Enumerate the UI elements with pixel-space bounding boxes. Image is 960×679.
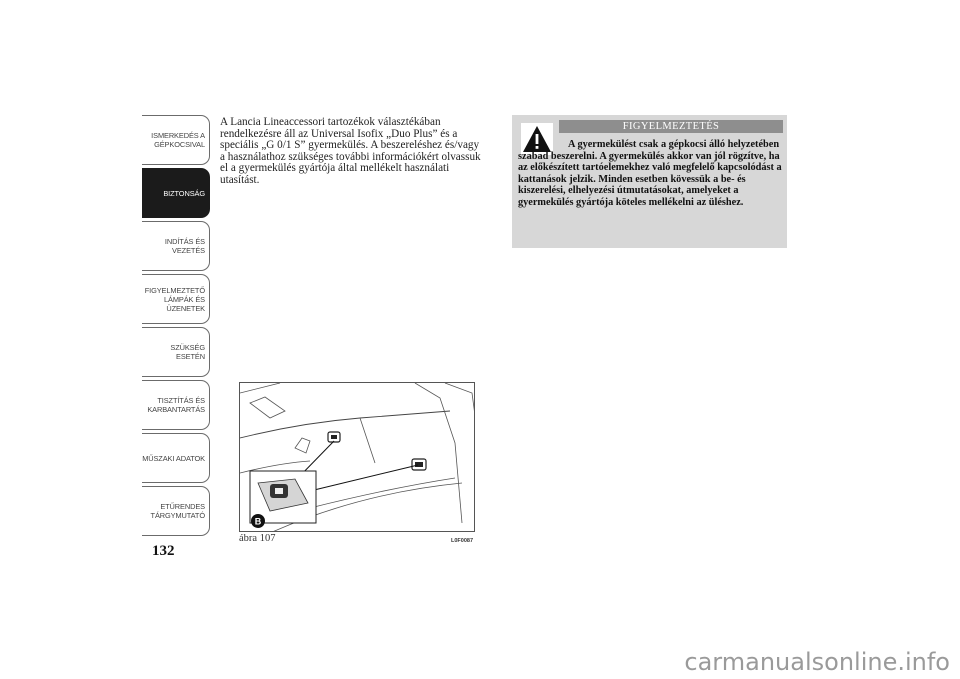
warning-text: A gyermekülést csak a gépkocsi álló helyzetében szabad beszerelni. A gyermekülés akkor van jól rögzítve, ha az előkészített tartóelemekhez való megfelelő kapcsolódást a kattanások jelzik. Minden esetben kövessük a be- és kiszerelési, elhelyezési útmutatásokat, amelyeket a gyermekülés gyártója köteles mellékelni az üléshez. <box>518 139 782 208</box>
watermark: carmanualsonline.info <box>684 648 950 676</box>
tab-muszaki-adatok[interactable]: MŰSZAKI ADATOK <box>142 433 210 483</box>
tab-biztonsag[interactable]: BIZTONSÁG <box>142 168 210 218</box>
figure-code: L0F0087 <box>451 538 474 544</box>
isofix-illustration <box>240 383 475 532</box>
tab-targymutato[interactable]: ETŰRENDES TÁRGYMUTATÓ <box>142 486 210 536</box>
figure-isofix-anchors <box>239 382 475 532</box>
tab-inditas[interactable]: INDÍTÁS ÉS VEZETÉS <box>142 221 210 271</box>
tab-figyelmezteto-lampak[interactable]: FIGYELMEZTETŐ LÁMPÁK ÉS ÜZENETEK <box>142 274 210 324</box>
body-paragraph: A Lancia Lineaccessori tartozékok választékában rendelkezésre áll az Universal Isofix „Duo Plus” és a speciális „G 0/1 S” gyermekülés. A beszereléshez és/vagy a használathoz szükséges további információkért olvassuk el a gyermekülés gyártója által mellékelt használati utasítást. <box>220 116 481 186</box>
figure-caption: ábra 107 <box>239 533 276 544</box>
warning-box <box>512 115 787 248</box>
warning-title: FIGYELMEZTETÉS <box>559 120 783 133</box>
tab-tisztitas[interactable]: TISZTÍTÁS ÉS KARBANTARTÁS <box>142 380 210 430</box>
tab-ismerkedes[interactable]: ISMERKEDÉS A GÉPKOCSIVAL <box>142 115 210 165</box>
tab-szukseg-eseten[interactable]: SZÜKSÉG ESETÉN <box>142 327 210 377</box>
page-number: 132 <box>152 543 175 559</box>
callout-b-label: B <box>254 516 262 527</box>
